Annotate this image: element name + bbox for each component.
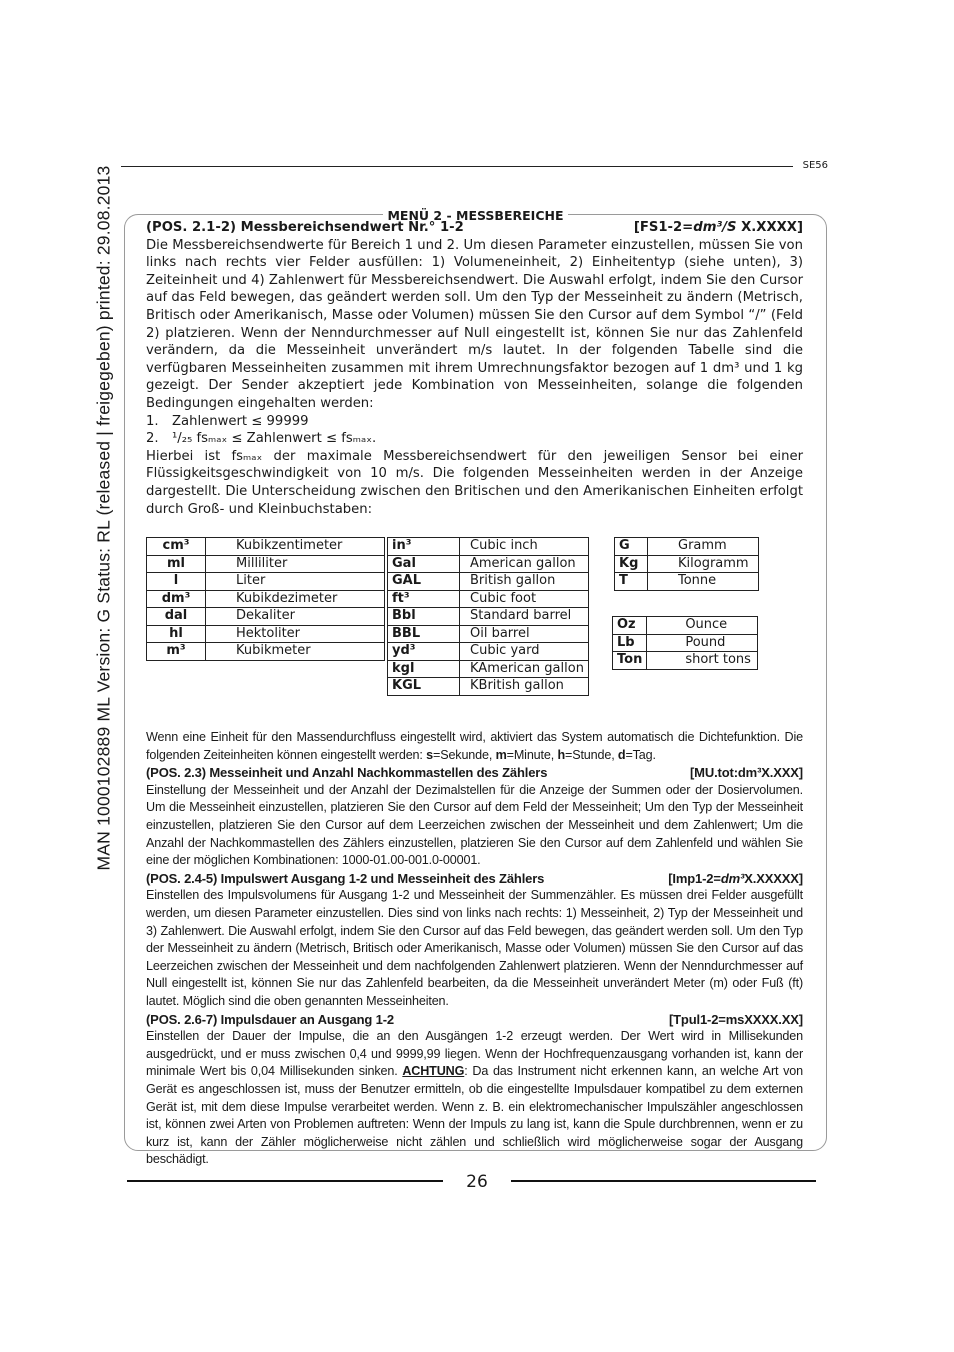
pos21-code-prefix: [FS1-2= — [633, 220, 694, 235]
unit-row — [388, 608, 589, 626]
unit-name: Cubic inch — [460, 538, 589, 556]
unit-row — [147, 538, 385, 556]
pos24-code-unit: dm³ — [720, 870, 745, 886]
unit-name: Kubikzentimeter — [206, 538, 385, 556]
pos21-text2: Hierbei ist fsₘₐₓ der maximale Messbereichsendwert für den jeweiligen Sensor bei einer Flüssigkeitsgeschwindigkeit von 10 m/s. Die folgenden Messeinheiten werden in der Anzeige dargestellt. Die Unterscheidung zwischen den Britischen und den Amerikanischen Einheiten erfolgt durch Groß- und Kleinbuchstaben: — [146, 448, 803, 517]
pos23-text: Einstellung der Messeinheit und der Anzahl der Dezimalstellen für die Anzeige der Summen oder der Dosiervolumen. Um die Messeinheit einzustellen, platzieren Sie den Cursor auf dem Feld der Messeinheit; Um den Typ der Messeinheit einzustellen, platzieren Sie den Cursor auf dem Leerzeichen zwischen der Messeinheit und dem Zahlenwert; Um die Anzahl der Nachkommastellen des Zählers einzustellen, platzieren Sie den Cursor auf dem Zahlenfeld und wählen Sie eine der möglichen Kombinationen: 1000-01.00-001.0-00001. — [146, 782, 803, 868]
document-status-sidebar — [84, 155, 124, 880]
metric-volume-table — [146, 537, 385, 661]
pos24-code-prefix: [Imp1-2= — [668, 870, 721, 886]
unit-symbol: GAL — [388, 573, 460, 591]
pos24-title: (POS. 2.4-5) Impulswert Ausgang 1-2 und Messeinheit des Zählers — [146, 870, 545, 886]
unit-name: short tons — [647, 652, 758, 670]
pos21-title: (POS. 2.1-2) Messbereichsendwert Nr.° 1-2 — [146, 220, 464, 235]
pos24-code-suffix: X.XXXXX] — [744, 870, 803, 886]
unit-row — [615, 573, 759, 591]
condition-item — [146, 430, 803, 448]
unit-symbol: hl — [147, 625, 206, 643]
unit-row — [388, 590, 589, 608]
unit-h-text: =Stunde, — [564, 747, 618, 762]
unit-symbol: dm³ — [147, 590, 206, 608]
unit-name: Kubikmeter — [206, 643, 385, 661]
unit-row — [388, 538, 589, 556]
unit-row — [147, 608, 385, 626]
condition-number: 1. — [146, 413, 159, 429]
unit-symbol: in³ — [388, 538, 460, 556]
pos21-code-unit: dm³/S — [693, 220, 737, 235]
document-status-text: MAN 1000102889 ML Version: G Status: RL (released | freigegeben) printed: 29.08.2013 — [93, 165, 114, 870]
unit-symbol: Lb — [613, 634, 647, 652]
unit-name: American gallon — [460, 555, 589, 573]
condition-text: ¹/₂₅ fsₘₐₓ ≤ Zahlenwert ≤ fsₘₐₓ. — [172, 431, 377, 447]
narrow-section — [146, 729, 803, 1169]
pos21-code-suffix: X.XXXX] — [736, 220, 803, 235]
mass-note — [146, 729, 803, 764]
unit-symbol: KGL — [388, 678, 460, 696]
unit-m: m — [495, 747, 507, 762]
pos26-text-a: Einstellen der Dauer der Impulse, die an den Ausgängen 1-2 erzeugt werden. Der Wert wird in Millisekunden ausgedrückt, und er muss zwischen 0,4 und 9999,99 liegen. Wenn der Hochfrequenzausgang vorhanden ist, kann der minimale Wert bis 0,04 Millisekunden sinken. — [146, 1029, 803, 1079]
unit-symbol: ft³ — [388, 590, 460, 608]
unit-symbol: Bbl — [388, 608, 460, 626]
pos26-heading — [146, 1011, 803, 1029]
header-rule — [121, 166, 793, 167]
unit-symbol: cm³ — [147, 538, 206, 556]
pos26-text-b: : Da das Instrument nicht erkennen kann, an welche Art von Gerät es angeschlossen ist, muss der Benutzer ermitteln, ob die eingestellte Impulsdauer kompatibel zu dem externen Gerät ist, mit dem diese Impulse verarbeitet werden. Wenn z. B. ein elektromechanischer Impulszähler angeschlossen ist, können zwei Arten von Problemen auftreten: Wenn der Impuls zu lang ist, kann die Spule durchbrennen, wenn er zu kurz ist, kann der Zähler möglicherweise nicht zählen und schließlich wird möglicherweise sogar der Ausgang beschädigt. — [146, 1064, 803, 1167]
unit-s-text: =Sekunde, — [432, 747, 496, 762]
pos24-text: Einstellen des Impulsvolumens für Ausgang 1-2 und Messeinheit der Summenzähler. Es müssen drei Felder ausgefüllt werden, um diesen Parameter einzustellen. Dies sind von links nach rechts: 1) Messeinheit, 2) Typ der Messeinheit und 3) Zahlenwert. Die Auswahl erfolgt, indem Sie den Cursor auf das Feld bewegen, das geändert werden soll. Um den Typ der Messeinheit zu ändern (Metrisch, Britisch oder Amerikanisch, Masse oder Volumen) müssen Sie den Cursor auf das Leerzeichen zwischen der Messeinheit und dem nachfolgenden Zahlenwert platzieren. Wenn der Nenndurchmesser auf Null eingestellt ist, können Sie nur das Zahlenfeld bearbeiten, da die Messeinheit unverändert Meter (m) oder Fuß (ft) lautet. Möglich sind die oben genannten Messeinheiten. — [146, 888, 803, 1008]
document-code: SE56 — [802, 160, 828, 171]
unit-name: Kilogramm — [648, 555, 759, 573]
footer-rule-right — [511, 1180, 816, 1182]
pos21-text: Die Messbereichsendwerte für Bereich 1 und 2. Um diesen Parameter einzustellen, müssen Sie von links nach rechts vier Felder ausfüllen: 1) Volumeneinheit, 2) Einheitentyp (siehe unten), 3) Zeiteinheit und 4) Zahlenwert für Messbereichsendwert. Die Auswahl erfolgt, indem Sie den Cursor auf das Feld bewegen, das geändert werden soll. Um den Typ der Messeinheit zu ändern (Metrisch, Britisch oder Amerikanisch, Masse oder Volumen) müssen Sie den Cursor auf dem Symbol “/” (Feld 2) platzieren. Wenn der Nenndurchmesser auf Null eingestellt ist, können Sie nur das Zahlenfeld verändern, da die Messeinheit unverändert m/s lautet. In der folgenden Tabelle sind die verfügbaren Messeinheiten zusammen mit ihrem Umrechnungsfaktor bezogen auf 1 dm³ und 1 kg gezeigt. Der Sender akzeptiert jede Kombination von Messeinheiten, solange die folgenden Bedingungen eingehalten werden: — [146, 237, 803, 411]
unit-row — [147, 573, 385, 591]
unit-row — [388, 573, 589, 591]
section-title-text: MENÜ 2 - MESSBEREICHE — [383, 208, 567, 223]
unit-d: d — [617, 747, 626, 762]
unit-symbol: Ton — [613, 652, 647, 670]
unit-symbol: kgl — [388, 660, 460, 678]
unit-row — [147, 555, 385, 573]
unit-name: Dekaliter — [206, 608, 385, 626]
warning-label: ACHTUNG — [402, 1064, 465, 1079]
conditions-list — [146, 413, 803, 448]
unit-d-text: =Tag. — [625, 747, 656, 762]
unit-symbol: G — [615, 538, 648, 556]
unit-row — [147, 625, 385, 643]
unit-row — [615, 555, 759, 573]
unit-row — [613, 617, 758, 635]
unit-symbol: m³ — [147, 643, 206, 661]
unit-row — [388, 555, 589, 573]
unit-row — [388, 643, 589, 661]
unit-name: Milliliter — [206, 555, 385, 573]
unit-symbol: Gal — [388, 555, 460, 573]
unit-name: KAmerican gallon — [460, 660, 589, 678]
unit-name: Ounce — [647, 617, 758, 635]
metric-mass-table — [614, 537, 759, 591]
unit-name: KBritish gallon — [460, 678, 589, 696]
unit-symbol: l — [147, 573, 206, 591]
unit-symbol: T — [615, 573, 648, 591]
condition-item — [146, 413, 803, 431]
pos21-code — [634, 219, 803, 237]
unit-row — [147, 643, 385, 661]
unit-name: Tonne — [648, 573, 759, 591]
unit-name: Cubic yard — [460, 643, 589, 661]
unit-row — [613, 652, 758, 670]
unit-h: h — [557, 747, 565, 762]
pos21-heading — [146, 219, 803, 237]
unit-row — [388, 678, 589, 696]
unit-symbol: dal — [147, 608, 206, 626]
pos26-text — [146, 1028, 803, 1169]
unit-row — [388, 660, 589, 678]
pos26-title: (POS. 2.6-7) Impulsdauer an Ausgang 1-2 — [146, 1011, 394, 1027]
unit-row — [147, 590, 385, 608]
unit-symbol: Oz — [613, 617, 647, 635]
unit-name: Liter — [206, 573, 385, 591]
unit-name: Pound — [647, 634, 758, 652]
units-tables — [146, 537, 803, 719]
pos24-heading — [146, 870, 803, 888]
mass-note-text: Wenn eine Einheit für den Massendurchfluss eingestellt wird, aktiviert das System automatisch die Dichtefunktion. Die folgenden Zeiteinheiten können eingestellt werden: — [146, 730, 803, 762]
unit-row — [615, 538, 759, 556]
pos23-code: [MU.tot:dm³X.XXX] — [690, 765, 803, 781]
unit-name: Kubikdezimeter — [206, 590, 385, 608]
unit-name: Cubic foot — [460, 590, 589, 608]
unit-s: s — [426, 747, 433, 762]
imperial-mass-table — [612, 616, 758, 670]
pos23-heading — [146, 764, 803, 782]
page-number: 26 — [466, 1172, 488, 1192]
imperial-volume-table — [387, 537, 589, 696]
unit-name: Standard barrel — [460, 608, 589, 626]
unit-m-text: =Minute, — [506, 747, 558, 762]
unit-symbol: BBL — [388, 625, 460, 643]
condition-text: Zahlenwert ≤ 99999 — [172, 413, 309, 429]
unit-name: British gallon — [460, 573, 589, 591]
unit-name: Gramm — [648, 538, 759, 556]
footer-rule-left — [127, 1180, 443, 1182]
page-content — [146, 219, 803, 1169]
unit-symbol: Kg — [615, 555, 648, 573]
pos26-code: [Tpul1-2=msXXXX.XX] — [668, 1011, 803, 1027]
unit-symbol: yd³ — [388, 643, 460, 661]
unit-name: Oil barrel — [460, 625, 589, 643]
unit-row — [388, 625, 589, 643]
unit-name: Hektoliter — [206, 625, 385, 643]
unit-row — [613, 634, 758, 652]
unit-symbol: ml — [147, 555, 206, 573]
pos23-title: (POS. 2.3) Messeinheit und Anzahl Nachkommastellen des Zählers — [146, 765, 548, 781]
condition-number: 2. — [146, 431, 159, 447]
pos24-code — [668, 870, 803, 888]
